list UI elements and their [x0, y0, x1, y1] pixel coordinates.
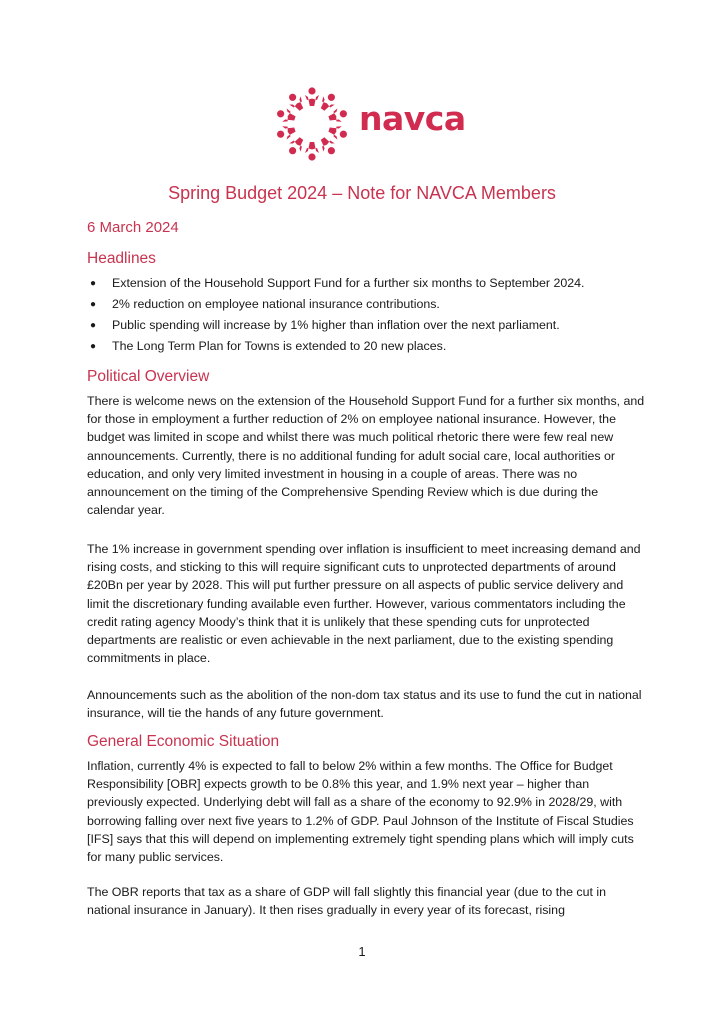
- economic-situation-heading: General Economic Situation: [87, 733, 280, 750]
- logo-person-figure: [327, 106, 349, 125]
- paragraph: There is welcome news on the extension of the Household Support Fund for a further six months, and for those in employment a further reduction of 2% on employee national insurance. However, the budget was limited in scope and whilst there was much political rhetoric there were few real new announcements. Currently, there is no additional funding for adult social care, local authorities or education, and only very limited investment in housing in a couple of areas. There was no announcement on the timing of the Comprehensive Spending Review which is due during the calendar year.: [87, 394, 645, 518]
- paragraph: The 1% increase in government spending over inflation is insufficient to meet increasing demand and rising costs, and sticking to this will require significant cuts to unprotected departments of around £20Bn per year by 2028. This will put further pressure on all aspects of public service delivery and limit the discretionary funding available even further. However, various commentators including the credit rating agency Moody’s think that it is unlikely that these spending cuts for unprotected departments are realistic or even achievable in the next parliament, due to the existing spending commitments in place.: [87, 542, 641, 666]
- paragraph: Announcements such as the abolition of the non-dom tax status and its use to fund the cut in national insurance, will tie the hands of any future government.: [87, 688, 642, 721]
- logo-person-figure: [275, 106, 297, 125]
- page-number: 1: [358, 944, 366, 959]
- bullet-icon: ●: [90, 320, 97, 331]
- navca-logo: [272, 84, 466, 164]
- logo-person-figure: [275, 123, 297, 142]
- headlines-list: [87, 273, 585, 357]
- logo-person-figure: [305, 87, 319, 106]
- bullet-icon: ●: [90, 278, 97, 289]
- list-item: ● Extension of the Household Support Fund for a further six months to September 2024.: [87, 273, 585, 294]
- paragraph: The OBR reports that tax as a share of GDP will fall slightly this financial year (due to the cut in national insurance in January). It then rises gradually in every year of its forecast, rising: [87, 885, 607, 918]
- bullet-icon: ●: [90, 299, 97, 310]
- list-item: ● Public spending will increase by 1% higher than inflation over the next parliament.: [87, 315, 585, 336]
- list-item: ● The Long Term Plan for Towns is extended to 20 new places.: [87, 336, 585, 357]
- navca-people-circle-icon: [272, 84, 352, 164]
- logo-wordmark: navca: [359, 99, 466, 138]
- bullet-icon: ●: [90, 341, 97, 352]
- logo-person-figure: [327, 123, 349, 142]
- paragraph: Inflation, currently 4% is expected to fall to below 2% within a few months. The Office for Budget Responsibility [OBR] expects growth to be 0.8% this year, and 1.9% next year – higher than previously expected. Underlying debt will fall as a share of the economy to 92.9% in 2028/29, with borrowing falling over next five years to 1.2% of GDP. Paul Johnson of the Institute of Fiscal Studies [IFS] says that this will depend on implementing extremely tight spending plans which will imply cuts for many public services.: [87, 759, 634, 865]
- political-overview-heading: Political Overview: [87, 368, 210, 385]
- document-title: Spring Budget 2024 – Note for NAVCA Members: [168, 183, 556, 203]
- headlines-heading: Headlines: [87, 250, 156, 267]
- logo-person-figure: [305, 142, 319, 161]
- list-item: ● 2% reduction on employee national insurance contributions.: [87, 294, 585, 315]
- document-date: 6 March 2024: [87, 219, 179, 236]
